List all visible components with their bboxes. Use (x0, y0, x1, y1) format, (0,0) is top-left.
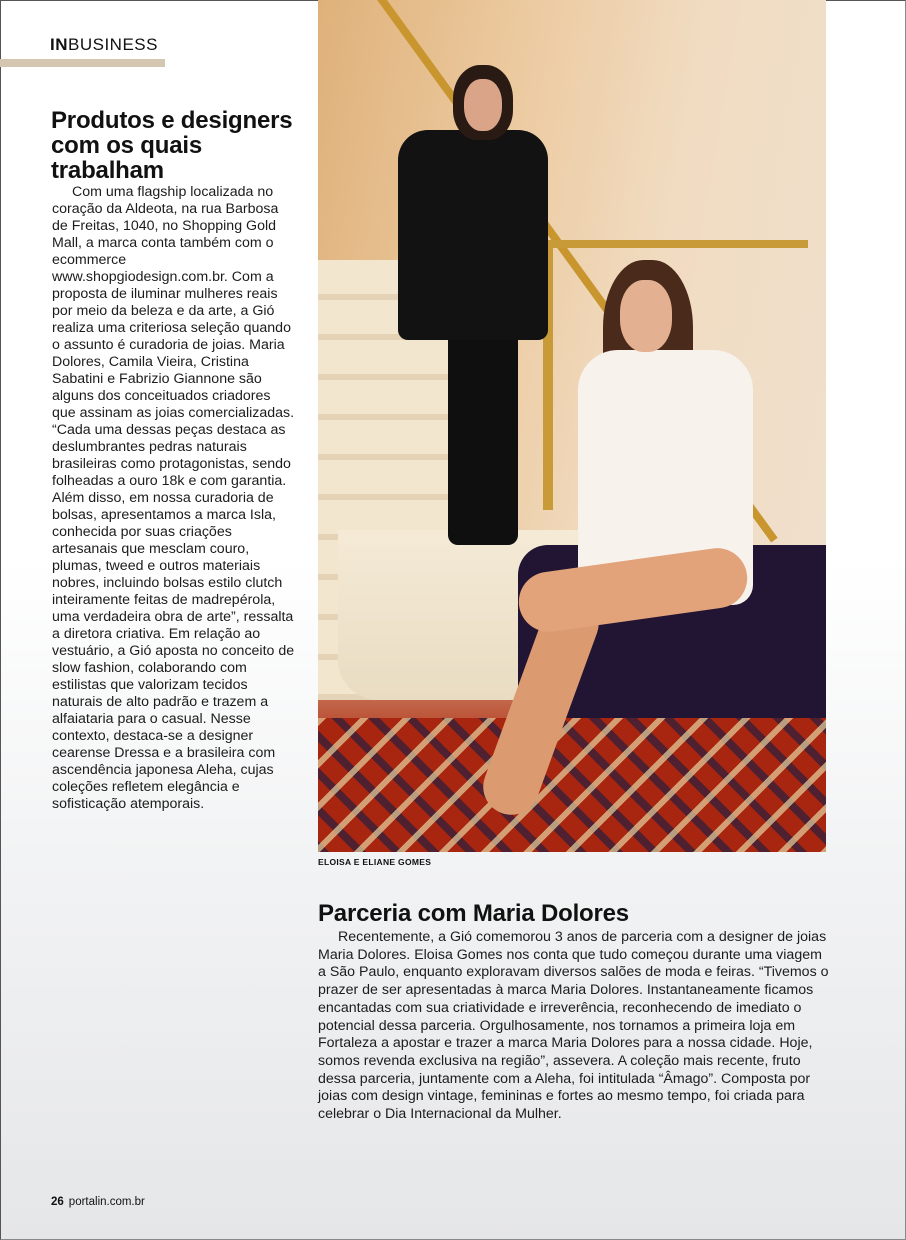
photo-woman-black-outfit (398, 65, 548, 565)
right-body-paragraph: Recentemente, a Gió comemorou 3 anos de parceria com a designer de joias Maria Dolores. Eloisa Gomes nos conta que tudo começou durante uma viagem a São Paulo, enquanto exploravam diversos salões de moda e feiras. “Tivemos o prazer de ser apresentadas à marca Maria Dolores. Instantaneamente ficamos encantadas com sua criatividade e irreverência, reconhecendo de imediato o potencial dessa parceria. Orgulhosamente, nos tornamos a primeira loja em Fortaleza a apostar e trazer a marca Maria Dolores para a nossa cidade. Hoje, somos revenda exclusiva na região”, assevera. A coleção mais recente, fruto dessa parceria, juntamente com a Aleha, foi intitulada “Âmago”. Composta por joias com design vintage, femininas e fortes ao mesmo tempo, foi criada para celebrar o Dia Internacional da Mulher. (318, 929, 829, 1123)
section-tag-light: BUSINESS (68, 35, 158, 54)
right-heading: Parceria com Maria Dolores (318, 900, 629, 927)
section-tag-bar (0, 59, 165, 67)
page-footer (51, 1196, 145, 1208)
section-tag-bold: IN (50, 35, 68, 54)
footer-site-link[interactable]: portalin.com.br (68, 1196, 145, 1208)
section-tag (50, 35, 158, 55)
right-body (318, 929, 830, 1124)
left-body-paragraph: Com uma flagship localizada no coração da Aldeota, na rua Barbosa de Freitas, 1040, no Shopping Gold Mall, a marca conta também com o ecommerce www.shopgiodesign.com.br. Com a proposta de iluminar mulheres reais por meio da beleza e da arte, a Gió realiza uma criteriosa seleção quando o assunto é curadoria de joias. Maria Dolores, Camila Vieira, Cristina Sabatini e Fabrizio Giannone são alguns dos conceituados criadores que assinam as joias comercializadas. “Cada uma dessas peças destaca as deslumbrantes pedras naturais brasileiras como protagonistas, sendo folheadas a ouro 18k e com garantia. Além disso, em nossa curadoria de bolsas, apresentamos a marca Isla, conhecida por suas criações artesanais que mesclam couro, plumas, tweed e outros materiais nobres, incluindo bolsas estilo clutch inteiramente feitas de madrepérola, uma verdadeira obra de arte”, ressalta a diretora criativa. Em relação ao vestuário, a Gió aposta no conceito de slow fashion, colaborando com estilistas que valorizam tecidos naturais de alto padrão e trazem a alfaiataria para o casual. Nesse contexto, destaca-se a designer cearense Dressa e a brasileira com ascendência japonesa Aleha, cujas coleções refletem elegância e sofisticação atemporais. (52, 184, 295, 812)
page-number: 26 (51, 1196, 64, 1208)
photo-caption: ELOISA E ELIANE GOMES (318, 857, 432, 867)
left-body (52, 184, 297, 813)
photo-woman-white-blazer (578, 260, 818, 820)
feature-photo (318, 0, 826, 852)
photo-rail-horizontal (543, 240, 808, 248)
left-heading: Produtos e designers com os quais trabalham (51, 107, 293, 184)
